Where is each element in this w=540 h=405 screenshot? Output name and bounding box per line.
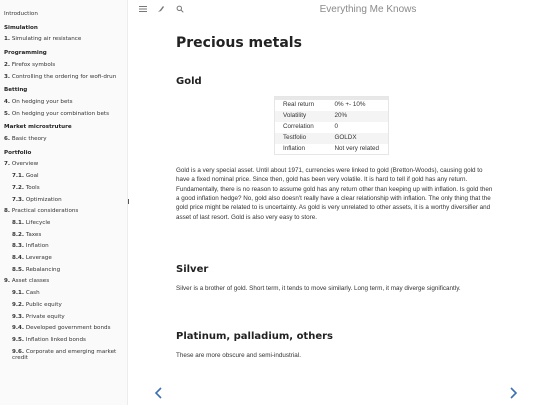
table-row <box>275 122 389 133</box>
sidebar-item-label: Asset classes <box>11 278 50 285</box>
sidebar-item-label: Overview <box>11 161 39 168</box>
sidebar-item-label: Tools <box>25 184 40 191</box>
sidebar-item-number: 9. <box>4 278 11 285</box>
sidebar-item[interactable] <box>0 349 127 362</box>
sidebar-item-number: 9.6. <box>12 348 25 355</box>
sidebar-item-number: 1. <box>4 36 11 43</box>
sidebar-item[interactable] <box>0 173 127 180</box>
sidebar-item-introduction[interactable]: Introduction <box>4 11 38 17</box>
sidebar-item-number: 8.3. <box>12 243 25 250</box>
sidebar-item-number: 4. <box>4 98 11 105</box>
sidebar-part-heading: Simulation <box>4 24 38 31</box>
sidebar-item-number: 7.3. <box>12 196 25 203</box>
sidebar-item-label: Developed government bonds <box>25 325 111 332</box>
table-row <box>275 111 389 122</box>
sidebar-item-number: 9.5. <box>12 336 25 343</box>
heading-platinum: Platinum, palladium, others <box>176 331 334 342</box>
sidebar-item-label: On hedging your combination bets <box>11 110 110 117</box>
page-title: Precious metals <box>176 35 302 51</box>
sidebar-item-number: 8.4. <box>12 255 25 262</box>
sidebar-item-number: 8.2. <box>12 231 25 238</box>
sidebar-item-label: Public equity <box>25 301 62 308</box>
search-icon[interactable] <box>175 5 185 15</box>
sidebar-part-heading: Betting <box>4 87 28 94</box>
sidebar-item-label: Optimization <box>25 196 62 203</box>
sidebar-item-number: 6. <box>4 136 11 143</box>
table-cell-label: Correlation <box>283 123 314 131</box>
sidebar-item[interactable] <box>0 290 127 297</box>
sidebar-item-number: 9.2. <box>12 301 25 308</box>
toolbar <box>128 0 540 22</box>
sidebar-item-number: 9.1. <box>12 290 25 297</box>
sidebar-item-number: 8.1. <box>12 219 25 226</box>
sidebar-item-number: 5. <box>4 110 11 117</box>
sidebar-item-label: Taxes <box>25 231 42 238</box>
sidebar-item[interactable] <box>0 278 127 285</box>
sidebar <box>0 0 128 405</box>
table-row <box>275 133 389 144</box>
sidebar-item-number: 7. <box>4 161 11 168</box>
sidebar-item[interactable] <box>0 337 127 344</box>
silver-paragraph: Silver is a brother of gold. Short term, it tends to move similarly. Long term, it may diverge significantly. <box>176 285 461 292</box>
chevron-right-icon[interactable] <box>506 385 520 401</box>
sidebar-item-label: Practical considerations <box>11 208 79 215</box>
sidebar-item[interactable] <box>0 220 127 227</box>
sidebar-item[interactable] <box>0 232 127 239</box>
table-cell-label: Real return <box>283 101 315 109</box>
sidebar-item[interactable] <box>0 325 127 332</box>
sidebar-item-label: Controlling the ordering for wofi-drun <box>11 73 117 80</box>
sidebar-item-number: 9.4. <box>12 325 25 332</box>
sidebar-item[interactable] <box>0 99 127 106</box>
paintbrush-icon[interactable] <box>156 5 166 15</box>
sidebar-item-label: Simulating air resistance <box>11 36 82 43</box>
sidebar-item[interactable] <box>0 314 127 321</box>
sidebar-item[interactable] <box>0 74 127 81</box>
table-row <box>275 144 389 155</box>
sidebar-part-heading: Portfolio <box>4 149 32 156</box>
sidebar-part-heading: Market microstruture <box>4 124 72 131</box>
book-title: Everything Me Knows <box>319 4 417 15</box>
hamburger-menu-icon[interactable] <box>138 5 148 15</box>
sidebar-item[interactable] <box>0 136 127 143</box>
sidebar-item-number: 8.5. <box>12 266 25 273</box>
sidebar-item[interactable] <box>0 111 127 118</box>
sidebar-item-label: On hedging your bets <box>11 98 73 105</box>
table-cell-value: 0 <box>334 123 339 131</box>
platinum-paragraph: These are more obscure and semi-industrial. <box>176 352 301 359</box>
table-cell-label: Testfolio <box>275 133 327 144</box>
sidebar-resize-handle[interactable] <box>128 199 129 204</box>
sidebar-item[interactable] <box>0 197 127 204</box>
table-row <box>275 100 389 111</box>
sidebar-item-label: Rebalancing <box>25 266 61 273</box>
sidebar-item-label: Lifecycle <box>25 219 51 226</box>
heading-silver: Silver <box>176 264 209 275</box>
table-cell-label: Inflation <box>283 145 306 153</box>
sidebar-part-heading: Programming <box>4 50 47 57</box>
sidebar-item-label: Goal <box>25 173 39 180</box>
sidebar-item[interactable] <box>0 267 127 274</box>
sidebar-item-label: Firefox symbols <box>11 61 56 68</box>
sidebar-item-label: Cash <box>25 290 40 297</box>
sidebar-item[interactable] <box>0 302 127 309</box>
sidebar-item-number: 3. <box>4 73 11 80</box>
sidebar-item[interactable] <box>0 185 127 192</box>
sidebar-item-number: 8. <box>4 208 11 215</box>
sidebar-item[interactable] <box>0 255 127 262</box>
heading-gold: Gold <box>176 76 202 87</box>
sidebar-item[interactable] <box>0 62 127 69</box>
sidebar-item-label: Leverage <box>25 255 52 262</box>
sidebar-item-label: Inflation <box>25 243 49 250</box>
sidebar-item[interactable] <box>0 161 127 168</box>
main-content <box>176 30 496 359</box>
sidebar-item-number: 9.3. <box>12 313 25 320</box>
table-cell-value: 0% +- 10% <box>334 101 366 109</box>
table-cell-value: GOLDX <box>327 133 389 144</box>
sidebar-item[interactable] <box>0 208 127 215</box>
gold-stats-table <box>274 96 389 155</box>
sidebar-item-number: 2. <box>4 61 11 68</box>
table-cell-value: Not very related <box>334 145 379 153</box>
sidebar-item-number: 7.1. <box>12 173 25 180</box>
gold-paragraph: Gold is a very special asset. Until about 1971, currencies were linked to gold (Bretton-Woods), causing gold to have a fixed nominal price. Since then, gold has been very volatile. It is hard to tell if gold has any return. Fundamentally, there is no reason to assume gold has any return other than keeping up with inflation. Is gold then a good inflation hedge? No, gold also doesn't really have a clear relationship with inflation. The only thing that the gold price might be related to is uncertainty. As gold is very unrelated to other assets, it is a worthy diversifier and asset of last resort. Gold is also very easy to store. <box>176 167 493 221</box>
sidebar-item-label: Corporate and emerging market credit <box>12 348 117 362</box>
sidebar-item[interactable] <box>0 243 127 250</box>
table-cell-label: Volatility <box>275 111 327 122</box>
sidebar-item-label: Private equity <box>25 313 65 320</box>
sidebar-item-label: Basic theory <box>11 136 47 143</box>
sidebar-item-number: 7.2. <box>12 184 25 191</box>
table-cell-value: 20% <box>327 111 389 122</box>
sidebar-item[interactable] <box>0 36 127 43</box>
sidebar-item-label: Inflation linked bonds <box>25 336 86 343</box>
chevron-left-icon[interactable] <box>152 385 166 401</box>
